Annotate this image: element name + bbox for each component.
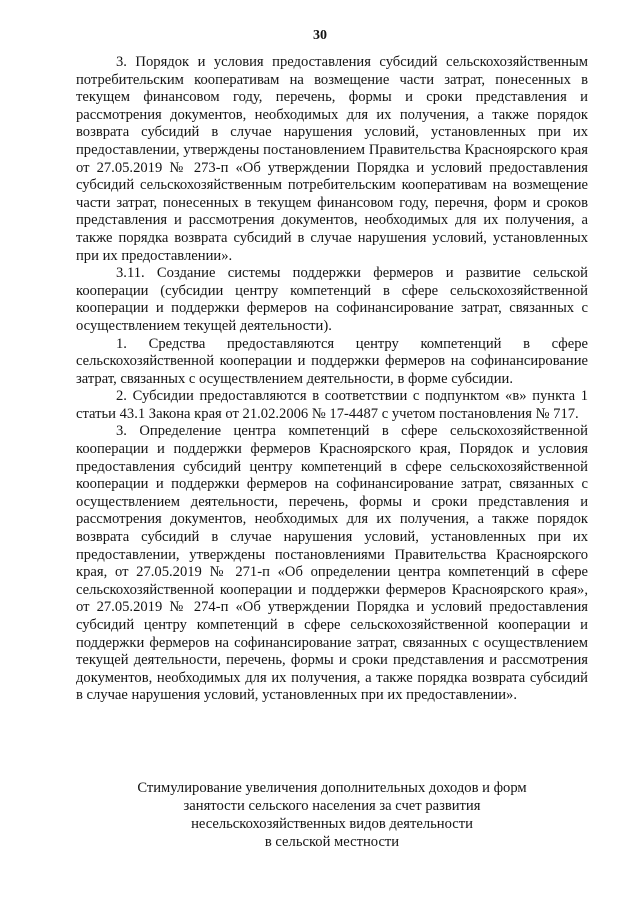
section-heading-line: занятости сельского населения за счет развития [183,798,481,814]
paragraph-competence-center-definition: 3. Определение центра компетенций в сфере сельскохозяйственной кооперации и поддержки фермеров Красноярского края, Порядок и условия предоставления субсидий центру компетенций в сфере сельскохозяйственной кооперации и поддержки фермеров на софинансирование затрат, связанных с осуществлением деятельности, перечень, формы и сроки представления и рассмотрения документов, необходимых для их получения, а также порядок возврата субсидий в случае нарушения условий, установленных при их предоставлении, утверждены постановлениями Правительства Красноярского края, от 27.05.2019 № 271-п «Об определении центра компетенций в сфере сельскохозяйственной кооперации и поддержки фермеров Красноярского края», от 27.05.2019 № 274-п «Об утверждении Порядка и условий предоставления субсидий центру компетенций в сфере сельскохозяйственной кооперации и поддержки фермеров на софинансирование затрат, связанных с осуществлением текущей деятельности, перечень, формы и сроки представления и рассмотрения документов, необходимых для их получения, а также порядка возврата субсидий в случае нарушения условий, установленных при их предоставлении». [76,423,588,704]
paragraph-legal-basis: 2. Субсидии предоставляются в соответствии с подпунктом «в» пункта 1 статьи 43.1 Закона края от 21.02.2006 № 17-4487 с учетом постановления № 717. [76,388,588,422]
section-heading-line: Стимулирование увеличения дополнительных доходов и форм [137,780,527,796]
paragraph-funds-provision: 1. Средства предоставляются центру компетенций в сфере сельскохозяйственной кооперации и поддержки фермеров на софинансирование затрат, связанных с осуществлением деятельности, в форме субсидии. [76,335,588,387]
section-heading-line: в сельской местности [264,834,400,850]
section-heading-line: несельскохозяйственных видов деятельности [191,816,473,832]
paragraph-cooperatives-subsidy-order: 3. Порядок и условия предоставления субсидий сельскохозяйственным потребительским кооперативам на возмещение части затрат, понесенных в текущем финансовом году, перечень, формы и сроки представления и рассмотрения документов, необходимых для их получения, а также порядок возврата субсидий в случае нарушения условий, установленных при их предоставлении, утверждены постановлением Правительства Красноярского края от 27.05.2019 № 273-п «Об утверждении Порядка и условий предоставления субсидий сельскохозяйственным потребительским кооперативам на возмещение части затрат, понесенных в текущем финансовом году, перечня, форм и сроков представления и рассмотрения документов, необходимых для их получения, а также порядка возврата субсидий в случае нарушения условий, установленных при их предоставлении». [76,54,588,264]
document-body [76,54,588,705]
paragraph-3-11-farmer-support-system: 3.11. Создание системы поддержки фермеров и развитие сельской кооперации (субсидии центру компетенций в сфере сельскохозяйственной кооперации и поддержки фермеров на софинансирование затрат, связанных с осуществлением текущей деятельности). [76,265,588,334]
page-number: 30 [313,28,327,43]
section-heading [76,779,588,851]
